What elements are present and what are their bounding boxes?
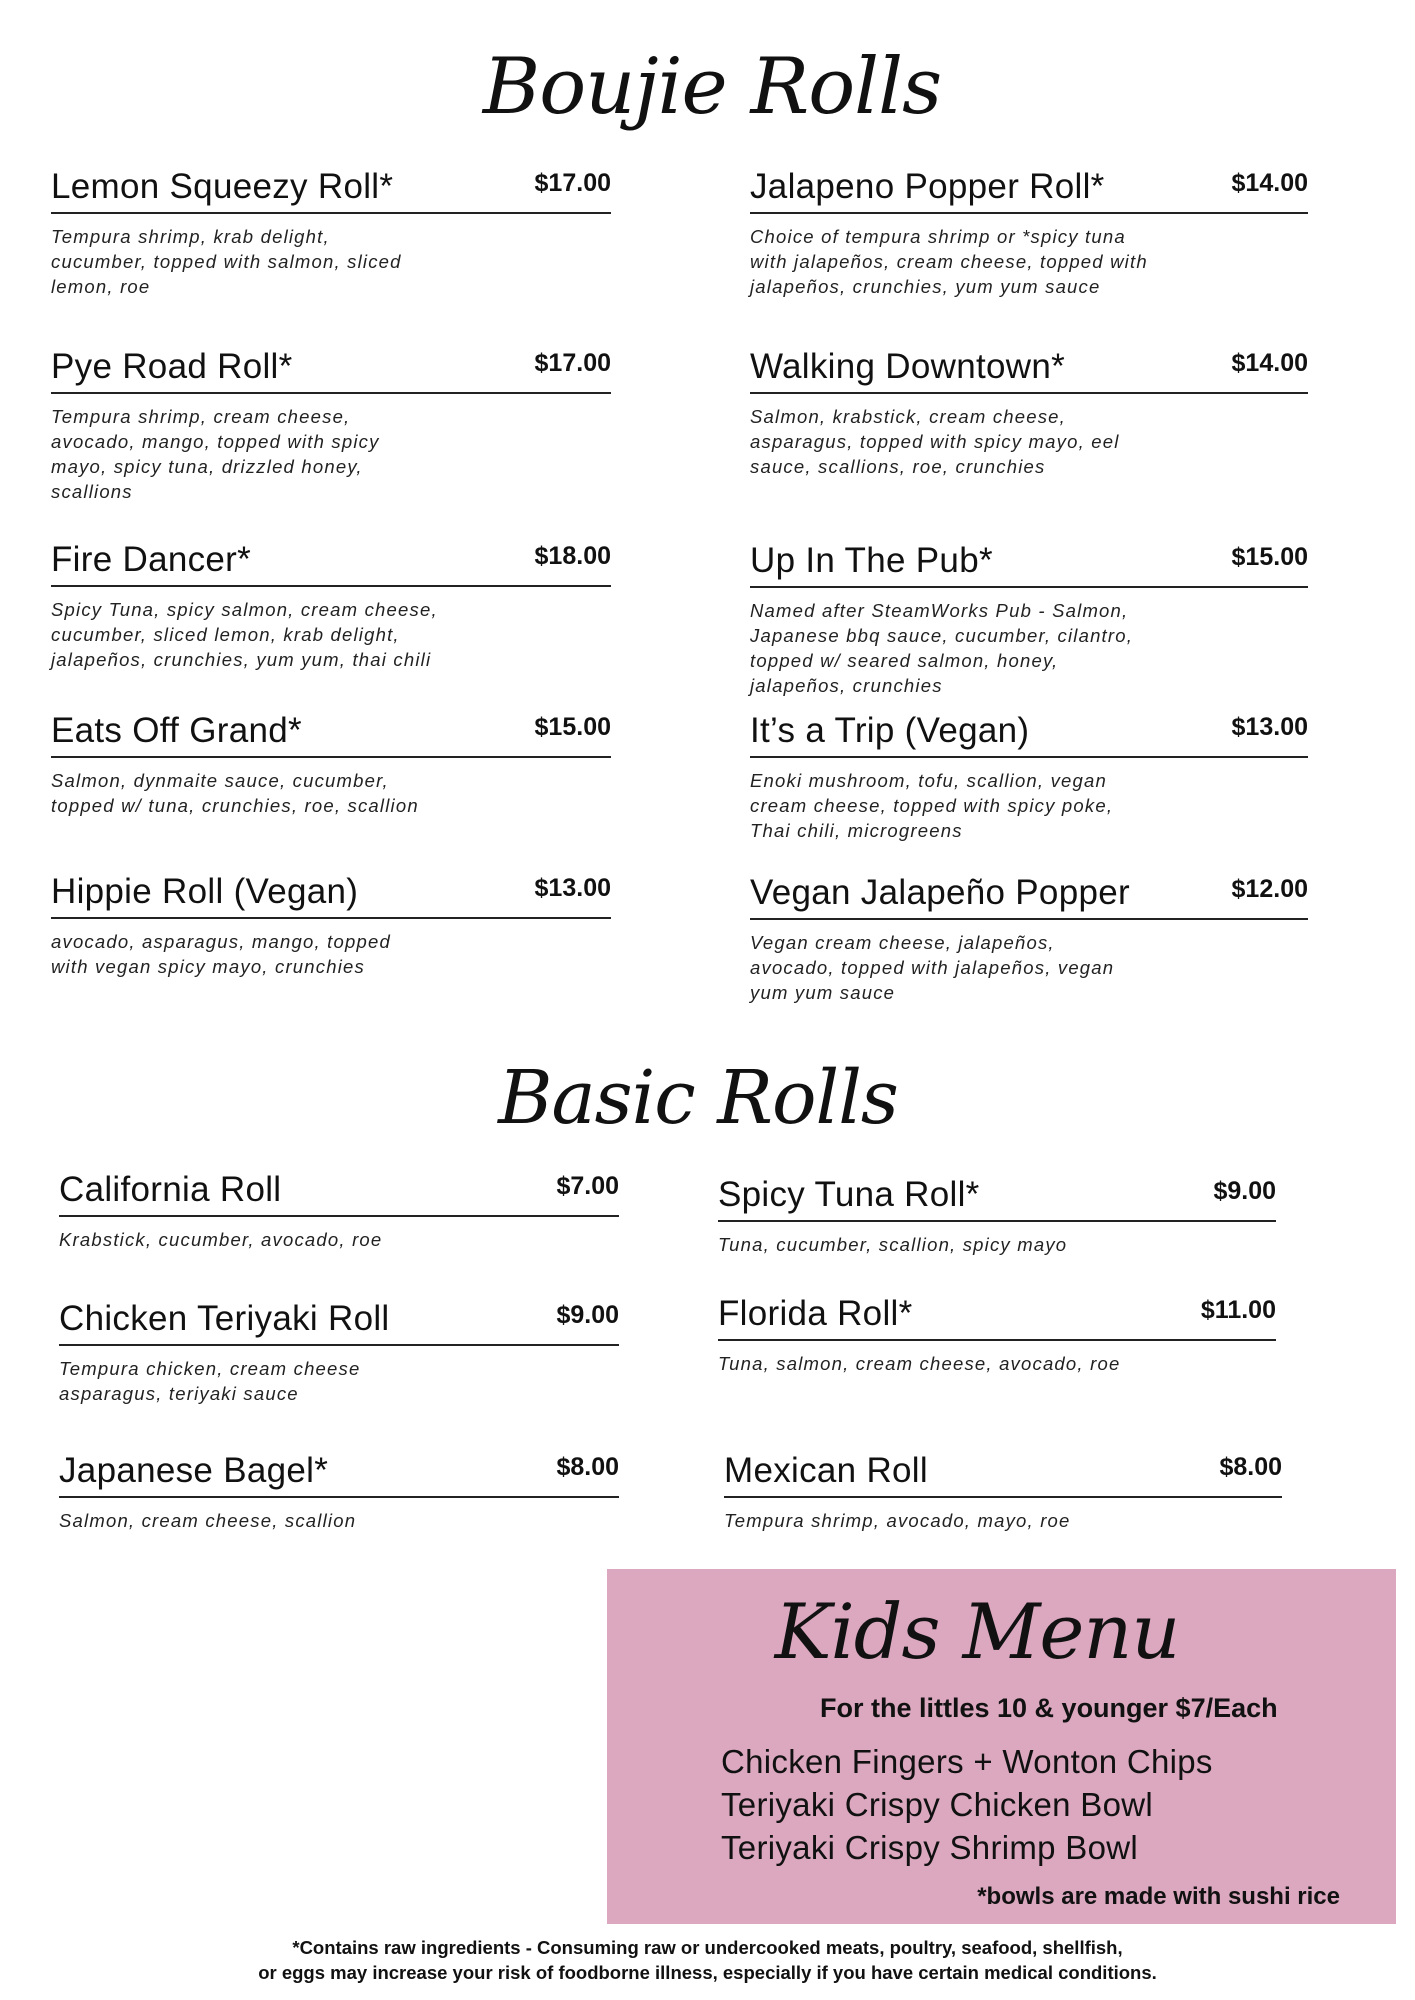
menu-item-price: $17.00: [534, 349, 611, 377]
kids-menu-item: Chicken Fingers + Wonton Chips: [721, 1743, 1213, 1780]
menu-item: [59, 1170, 619, 1252]
menu-item: [750, 711, 1308, 843]
menu-item-name: Japanese Bagel*: [59, 1451, 329, 1490]
menu-item-description: Salmon, krabstick, cream cheese, asparagus, topped with spicy mayo, eel sauce, scallions, roe, crunchies: [750, 406, 1120, 477]
kids-menu-box: [607, 1569, 1396, 1924]
menu-item-header: [51, 872, 611, 919]
menu-item-header: [750, 541, 1308, 588]
menu-item-description: Tempura chicken, cream cheese asparagus, teriyaki sauce: [59, 1358, 361, 1404]
kids-menu-subtitle: For the littles 10 & younger $7/Each: [820, 1693, 1278, 1723]
menu-item-header: [51, 711, 611, 758]
menu-item-price: $11.00: [1200, 1296, 1276, 1324]
menu-item-description: Tempura shrimp, krab delight, cucumber, topped with salmon, sliced lemon, roe: [51, 226, 402, 297]
menu-item-description: Tuna, cucumber, scallion, spicy mayo: [718, 1234, 1068, 1255]
menu-item: [750, 167, 1308, 299]
menu-item: [51, 872, 611, 979]
menu-item: [718, 1175, 1276, 1257]
menu-item-name: Vegan Jalapeño Popper: [750, 873, 1130, 912]
menu-item-description: Vegan cream cheese, jalapeños, avocado, topped with jalapeños, vegan yum yum sauce: [750, 932, 1115, 1003]
menu-item-name: Pye Road Roll*: [51, 347, 293, 386]
menu-item-price: $12.00: [1231, 875, 1308, 903]
disclaimer-line-2: or eggs may increase your risk of foodborne illness, especially if you have certain medical conditions.: [258, 1962, 1157, 1983]
menu-item-price: $13.00: [1231, 713, 1308, 741]
menu-item: [59, 1451, 619, 1533]
disclaimer-line-1: *Contains raw ingredients - Consuming raw or undercooked meats, poultry, seafood, shellfish,: [292, 1937, 1123, 1958]
menu-item-description: Named after SteamWorks Pub - Salmon, Japanese bbq sauce, cucumber, cilantro, topped w/ seared salmon, honey, jalapeños, crunchies: [750, 600, 1134, 696]
menu-item-price: $17.00: [534, 169, 611, 197]
menu-item-name: Fire Dancer*: [51, 540, 252, 579]
menu-item: [724, 1451, 1282, 1533]
menu-item: [750, 347, 1308, 479]
menu-item-name: It’s a Trip (Vegan): [750, 711, 1030, 750]
menu-item-header: [59, 1451, 619, 1498]
menu-item-description: Choice of tempura shrimp or *spicy tuna with jalapeños, cream cheese, topped with jalapeños, crunchies, yum yum sauce: [750, 226, 1148, 297]
menu-item: [718, 1294, 1276, 1376]
menu-item-name: Spicy Tuna Roll*: [718, 1175, 980, 1214]
menu-item-name: Florida Roll*: [718, 1294, 913, 1333]
menu-item-header: [724, 1451, 1282, 1498]
menu-item-price: $7.00: [556, 1172, 619, 1200]
menu-item-header: [718, 1175, 1276, 1222]
basic-rolls-heading: Basic Rolls: [498, 1055, 898, 1141]
menu-item-header: [718, 1294, 1276, 1341]
menu-item-description: Tuna, salmon, cream cheese, avocado, roe: [718, 1353, 1121, 1374]
menu-item-description: Krabstick, cucumber, avocado, roe: [59, 1229, 383, 1250]
menu-item-name: Mexican Roll: [724, 1451, 928, 1490]
menu-item-header: [750, 711, 1308, 758]
menu-item-header: [59, 1170, 619, 1217]
menu-item-name: Lemon Squeezy Roll*: [51, 167, 394, 206]
menu-item-header: [51, 540, 611, 587]
menu-item-name: Eats Off Grand*: [51, 711, 302, 750]
menu-item-price: $9.00: [556, 1301, 619, 1329]
menu-item-header: [750, 347, 1308, 394]
menu-item-name: California Roll: [59, 1170, 282, 1209]
menu-item-description: Salmon, dynmaite sauce, cucumber, topped w/ tuna, crunchies, roe, scallion: [51, 770, 419, 816]
menu-item-description: Tempura shrimp, cream cheese, avocado, mango, topped with spicy mayo, spicy tuna, drizzled honey, scallions: [51, 406, 380, 502]
menu-item: [750, 873, 1308, 1005]
menu-item: [750, 541, 1308, 698]
menu-item-price: $8.00: [1219, 1453, 1282, 1481]
menu-item-header: [51, 167, 611, 214]
menu-item-name: Hippie Roll (Vegan): [51, 872, 359, 911]
menu-item: [51, 167, 611, 299]
kids-menu-item: Teriyaki Crispy Chicken Bowl: [721, 1786, 1154, 1823]
kids-menu-heading: Kids Menu: [774, 1587, 1180, 1676]
menu-item-name: Walking Downtown*: [750, 347, 1066, 386]
menu-item: [59, 1299, 619, 1406]
menu-item-price: $8.00: [556, 1453, 619, 1481]
menu-item-price: $18.00: [534, 542, 611, 570]
kids-menu-note: *bowls are made with sushi rice: [977, 1883, 1340, 1910]
menu-item-description: avocado, asparagus, mango, topped with vegan spicy mayo, crunchies: [51, 931, 391, 977]
menu-item-price: $13.00: [534, 874, 611, 902]
menu-item-header: [750, 167, 1308, 214]
menu-item: [51, 347, 611, 504]
menu-item-price: $14.00: [1231, 169, 1308, 197]
menu-item-price: $14.00: [1231, 349, 1308, 377]
menu-item-description: Salmon, cream cheese, scallion: [59, 1510, 357, 1531]
boujie-rolls-heading: Boujie Rolls: [482, 42, 942, 132]
menu-item-price: $15.00: [1231, 543, 1308, 571]
menu-item-name: Chicken Teriyaki Roll: [59, 1299, 390, 1338]
menu-item-price: $9.00: [1213, 1177, 1276, 1205]
menu-item-description: Enoki mushroom, tofu, scallion, vegan cream cheese, topped with spicy poke, Thai chili, microgreens: [750, 770, 1114, 841]
menu-item-header: [750, 873, 1308, 920]
menu-item-name: Jalapeno Popper Roll*: [750, 167, 1105, 206]
menu-item: [51, 711, 611, 818]
kids-menu-item: Teriyaki Crispy Shrimp Bowl: [721, 1829, 1139, 1866]
menu-item-header: [51, 347, 611, 394]
menu-item-price: $15.00: [534, 713, 611, 741]
menu-item-name: Up In The Pub*: [750, 541, 993, 580]
menu-item-header: [59, 1299, 619, 1346]
menu-item: [51, 540, 611, 672]
menu-item-description: Tempura shrimp, avocado, mayo, roe: [724, 1510, 1071, 1531]
menu-item-description: Spicy Tuna, spicy salmon, cream cheese, cucumber, sliced lemon, krab delight, jalapeños, crunchies, yum yum, thai chili: [51, 599, 438, 670]
